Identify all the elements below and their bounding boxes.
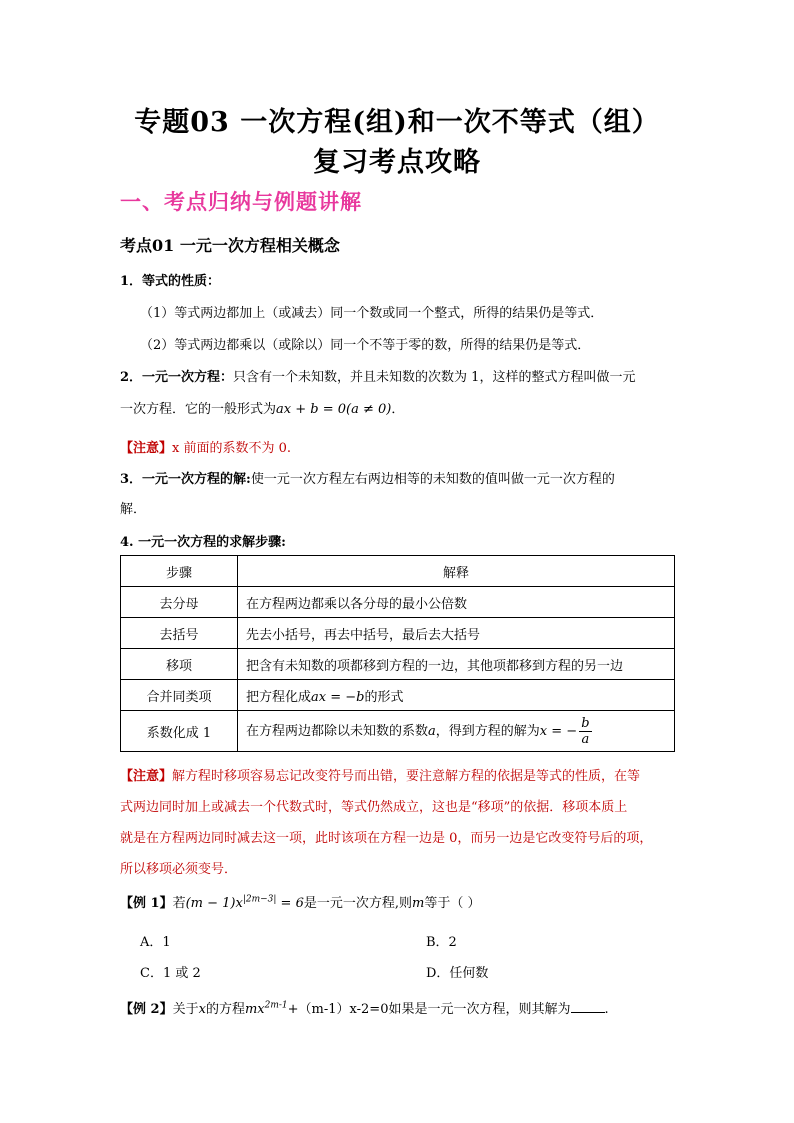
example2-pre: 关于 [172, 1002, 199, 1017]
item4-title: 4. 一元一次方程的求解步骤: [120, 535, 286, 550]
item2-formula: ax + b = 0(a ≠ 0) [276, 402, 392, 417]
item1-title: 1．等式的性质： [120, 274, 221, 289]
explain-post: 的形式 [364, 689, 404, 705]
fraction-numerator: b [581, 715, 590, 731]
example2-var: x [198, 1002, 206, 1017]
item3-text: 使一元一次方程左右两边相等的未知数的值叫做一元一次方程的 [250, 472, 615, 487]
note2-tag: 【注意】 [120, 769, 173, 784]
table-header-step: 步骤 [121, 556, 238, 587]
answer-blank [571, 1000, 605, 1013]
explain-pre: 把方程化成 [246, 689, 312, 705]
example1-option-b: B．2 [426, 935, 457, 950]
note1-text: x 前面的系数不为 0. [172, 441, 292, 456]
item2-text2: 一次方程．它的一般形式为 [120, 402, 277, 417]
table-cell-step: 去括号 [121, 618, 238, 649]
note2-line4: 所以移项必须变号． [120, 862, 238, 877]
example1-exponent: |2m−3| [242, 894, 277, 905]
table-cell-explain: 在方程两边都乘以各分母的最小公倍数 [238, 587, 675, 618]
table-cell-step: 移项 [121, 649, 238, 680]
note1 [120, 437, 291, 456]
table-cell-step: 系数化成 1 [121, 711, 238, 752]
item2-text: 只含有一个未知数，并且未知数的次数为 1，这样的整式方程叫做一元 [233, 370, 636, 385]
example1-post: 等于（ ） [424, 896, 481, 911]
item2-label: 2．一元一次方程： [120, 370, 234, 385]
explain-formula: ax = −b [311, 689, 365, 705]
item2-line1 [120, 366, 635, 385]
fraction-denominator: a [581, 731, 590, 747]
example1-option-c: C．1 或 2 [140, 966, 201, 981]
item2-line2 [120, 398, 404, 417]
example2-post: 如果是一元一次方程，则其解为 [388, 1002, 571, 1017]
example1-var: m [412, 896, 425, 911]
table-header-explain: 解释 [238, 556, 675, 587]
example2-question [120, 998, 609, 1017]
item2-end: ． [391, 402, 405, 417]
example2-formula-post: +（m-1）x-2=0 [287, 1002, 389, 1017]
topic-heading: 考点01 一元一次方程相关概念 [120, 236, 340, 255]
item1-property1: （1）等式两边都加上（或减去）同一个数或同一个整式，所得的结果仍是等式． [140, 306, 604, 321]
example1-formula-post: = 6 [276, 896, 304, 911]
example1-mid: 是一元一次方程,则 [303, 896, 412, 911]
table-header-row [121, 556, 675, 587]
table-row [121, 649, 675, 680]
item1-property2: （2）等式两边都乘以（或除以）同一个不等于零的数，所得的结果仍是等式． [140, 338, 591, 353]
document-title-line2: 复习考点攻略 [313, 147, 481, 178]
example1-formula: (m − 1)x [185, 896, 243, 911]
item3-line2: 解． [120, 502, 147, 517]
item3-line1 [120, 468, 615, 487]
item3-label: 3．一元一次方程的解: [120, 472, 251, 487]
example2-formula: mx [244, 1002, 265, 1017]
note2-text1: 解方程时移项容易忘记改变符号而出错，要注意解方程的依据是等式的性质，在等 [172, 769, 641, 784]
note2-line1 [120, 765, 640, 784]
table-row [121, 587, 675, 618]
table-row [121, 680, 675, 711]
steps-table [120, 555, 675, 752]
fraction [579, 716, 591, 747]
table-cell-explain [238, 680, 675, 711]
note2-line2: 式两边同时加上或减去一个代数式时，等式仍然成立，这也是“移项”的依据．移项本质上 [120, 800, 628, 815]
table-cell-step: 合并同类项 [121, 680, 238, 711]
table-cell-explain: 把含有未知数的项都移到方程的一边，其他项都移到方程的另一边 [238, 649, 675, 680]
note1-tag: 【注意】 [120, 441, 173, 456]
example2-end: . [604, 1002, 609, 1017]
explain-var: a [428, 723, 436, 739]
table-cell-explain: 先去小括号，再去中括号，最后去大括号 [238, 618, 675, 649]
explain-x: x = − [539, 723, 578, 739]
example2-tag: 【例 2】 [120, 1002, 173, 1017]
explain-pre: 在方程两边都除以未知数的系数 [246, 723, 429, 739]
example1-option-a: A．1 [140, 935, 171, 950]
example1-option-d: D．任何数 [426, 966, 489, 981]
table-cell-step: 去分母 [121, 587, 238, 618]
section-heading: 一、考点归纳与例题讲解 [120, 190, 362, 214]
table-row [121, 618, 675, 649]
table-cell-explain [238, 711, 675, 752]
example1-question [120, 892, 480, 911]
explain-mid: ，得到方程的解为 [435, 723, 540, 739]
table-row [121, 711, 675, 752]
note2-line3: 就是在方程两边同时减去这一项，此时该项在方程一边是 0，而另一边是它改变符号后的项， [120, 831, 653, 846]
example2-exponent: 2m-1 [264, 1000, 288, 1011]
example1-pre: 若 [172, 896, 186, 911]
example2-mid: 的方程 [205, 1002, 245, 1017]
example1-tag: 【例 1】 [120, 896, 173, 911]
document-title-line1: 专题03 一次方程(组)和一次不等式（组） [134, 107, 660, 138]
